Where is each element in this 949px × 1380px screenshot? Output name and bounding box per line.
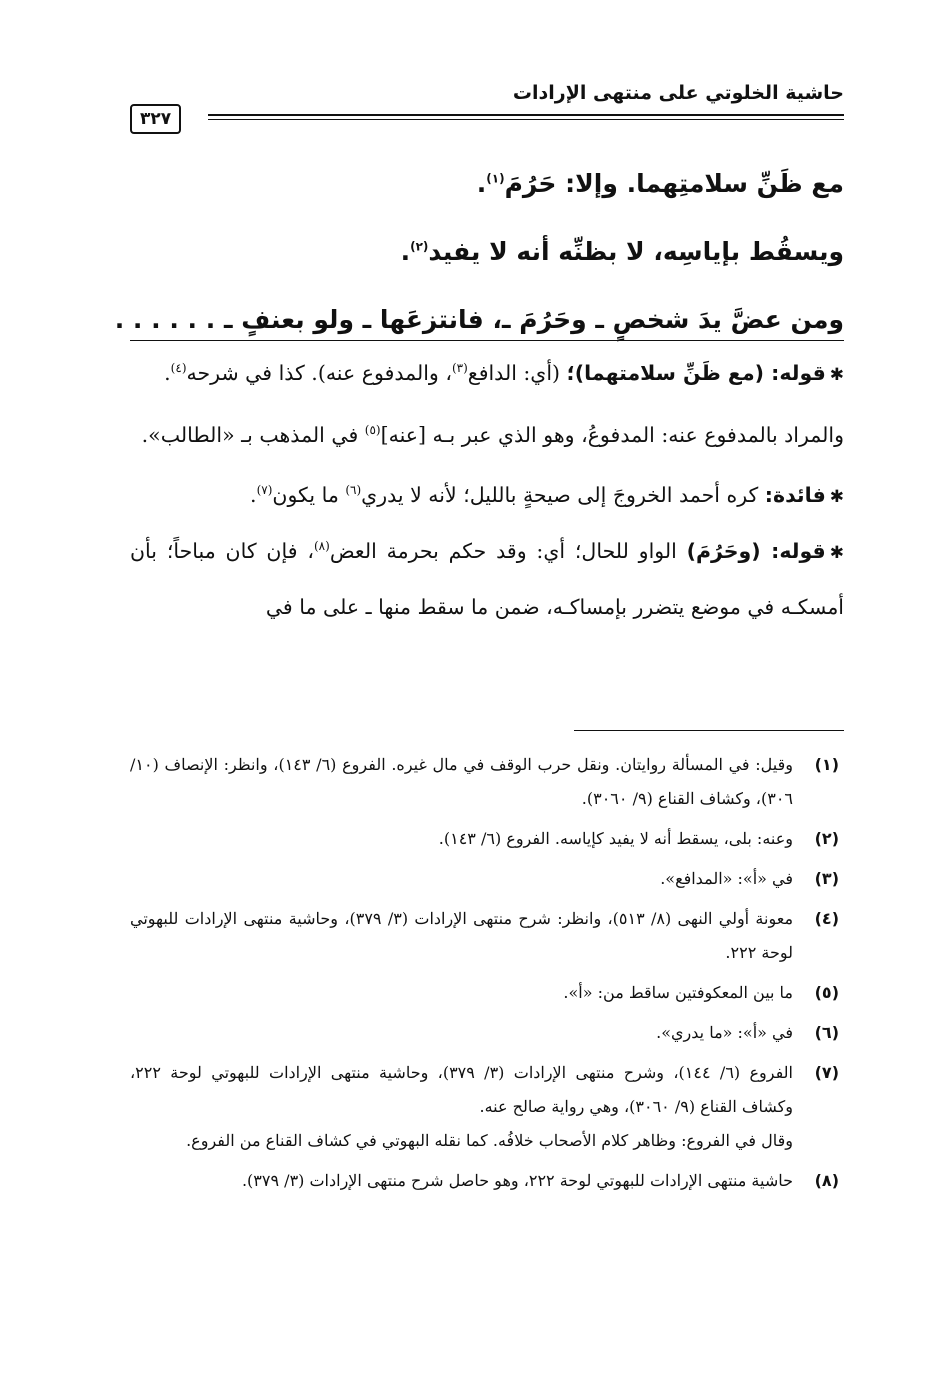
paragraph [130, 346, 844, 402]
footnote-text [130, 1056, 793, 1158]
lead-phrase: قوله: (مع ظَنِّ سلامتهما)؛ [566, 361, 826, 385]
matn-text-span: مع ظَنِّ سلامتِهما. وإلا: حَرُمَ [504, 169, 844, 198]
footnote [130, 1164, 839, 1198]
matn-line [114, 286, 844, 354]
text-span: . [250, 483, 257, 507]
matn-text-span: ومن عضَّ يدَ شخصٍ ـ وحَرُمَ ـ، فانتزعَها ـ ولو بعنفٍ ـ [223, 305, 844, 334]
lead-phrase: قوله: (وحَرُمَ) [686, 539, 826, 563]
page-header [130, 78, 844, 128]
footnote-line: ما بين المعكوفتين ساقط من: «أ». [563, 983, 793, 1002]
footnote-number: (٤) [814, 909, 839, 928]
matn-line [130, 150, 844, 218]
footnote-number: (٦) [814, 1023, 839, 1042]
text-span: كره أحمد الخروجَ إلى صيحةٍ بالليل؛ لأنه لا يدري [361, 483, 765, 507]
star-icon: ✱ [829, 543, 844, 563]
matn-text-span: ويسقُط بإياسِه، لا بظنِّه أنه لا يفيد [428, 237, 844, 266]
footnote-separator [574, 730, 844, 731]
footnote-line: معونة أولي النهى (٨/ ٥١٣)، وانظر: شرح منتهى الإرادات (٣/ ٣٧٩)، وحاشية منتهى الإرادات للبهوتي لوحة ٢٢٢. [130, 909, 794, 962]
note-ref: (٧) [256, 483, 273, 498]
commentary-body [130, 346, 844, 634]
header-rule [208, 114, 844, 120]
text-span: الواو للحال؛ أي: وقد حكم بحرمة العض [329, 539, 687, 563]
footnote-line: في «أ»: «المدافع». [660, 869, 793, 888]
note-ref: (٢) [410, 239, 429, 254]
footnote-line: وقال في الفروع: وظاهر كلام الأصحاب خلافُه. كما نقله البهوتي في كشاف القناع من الفروع. [186, 1131, 793, 1150]
footnotes [130, 748, 839, 1204]
footnote-number: (٣) [814, 869, 839, 888]
paragraph [130, 408, 844, 462]
footnote [130, 976, 839, 1010]
footnote-line: الفروع (٦/ ١٤٤)، وشرح منتهى الإرادات (٣/ ٣٧٩)، وحاشية منتهى الإرادات للبهوتي لوحة ٢٢٢، وكشاف القناع (٩/ ٣٠٦٠)، وهي رواية صالح عنه. [130, 1063, 794, 1116]
running-title: حاشية الخلوتي على منتهى الإرادات [512, 82, 844, 104]
footnote [130, 862, 839, 896]
footnote-number: (٧) [814, 1063, 839, 1082]
footnote [130, 1056, 839, 1158]
page-number: ٣٢٧ [130, 104, 181, 134]
note-ref: (٥) [364, 423, 381, 438]
note-ref: (١) [486, 171, 505, 186]
text-span: (أي: الدافع [467, 361, 567, 385]
punctuation: . [476, 169, 487, 198]
lead-phrase: فائدة: [764, 483, 826, 507]
footnote-text [130, 976, 793, 1010]
text-span: . [164, 361, 171, 385]
note-ref: (٦) [345, 483, 362, 498]
footnote [130, 902, 839, 970]
matn-text [114, 150, 844, 354]
footnote-text [130, 862, 793, 896]
star-icon: ✱ [829, 487, 844, 507]
matn-line [130, 218, 844, 286]
continuation-dots: . . . . . . [114, 305, 216, 334]
footnote [130, 748, 839, 816]
footnote-text [130, 902, 793, 970]
text-span: ما يكون [272, 483, 346, 507]
matn-separator [130, 340, 844, 341]
footnote-number: (١) [814, 755, 839, 774]
note-ref: (٣) [451, 361, 468, 376]
footnote-number: (٨) [814, 1171, 839, 1190]
footnote [130, 822, 839, 856]
text-span: في المذهب بـ «الطالب». [141, 423, 365, 447]
footnote-number: (٢) [814, 829, 839, 848]
text-span: ، والمدفوع عنه). كذا في شرحه [186, 361, 452, 385]
footnote-line: حاشية منتهى الإرادات للبهوتي لوحة ٢٢٢، وهو حاصل شرح منتهى الإرادات (٣/ ٣٧٩). [241, 1171, 793, 1190]
footnote-number: (٥) [814, 983, 839, 1002]
note-ref: (٨) [313, 539, 330, 554]
footnote [130, 1016, 839, 1050]
footnote-line: وقيل: في المسألة روايتان. ونقل حرب الوقف في مال غيره. الفروع (٦/ ١٤٣)، وانظر: الإنصاف (١٠/ ٣٠٦)، وكشاف القناع (٩/ ٣٠٦٠). [130, 755, 794, 808]
star-icon: ✱ [829, 365, 844, 385]
footnote-text [130, 1016, 793, 1050]
footnote-text [130, 748, 793, 816]
text-span: والمراد بالمدفوع عنه: المدفوعُ، وهو الذي عبر بـه [عنه] [380, 423, 844, 447]
footnote-line: في «أ»: «ما يدري». [656, 1023, 793, 1042]
punctuation: . [400, 237, 411, 266]
paragraph [130, 468, 844, 524]
footnote-text [130, 822, 793, 856]
footnote-text [130, 1164, 793, 1198]
text-span: ، فإن كان مباحاً؛ بأن أمسكـه في موضع يتضرر بإمساكـه، ضمن ما سقط منها ـ على ما في [130, 539, 844, 619]
note-ref: (٤) [170, 361, 187, 376]
footnote-line: وعنه: بلى، يسقط أنه لا يفيد كإياسه. الفروع (٦/ ١٤٣). [438, 829, 793, 848]
paragraph [130, 524, 844, 634]
